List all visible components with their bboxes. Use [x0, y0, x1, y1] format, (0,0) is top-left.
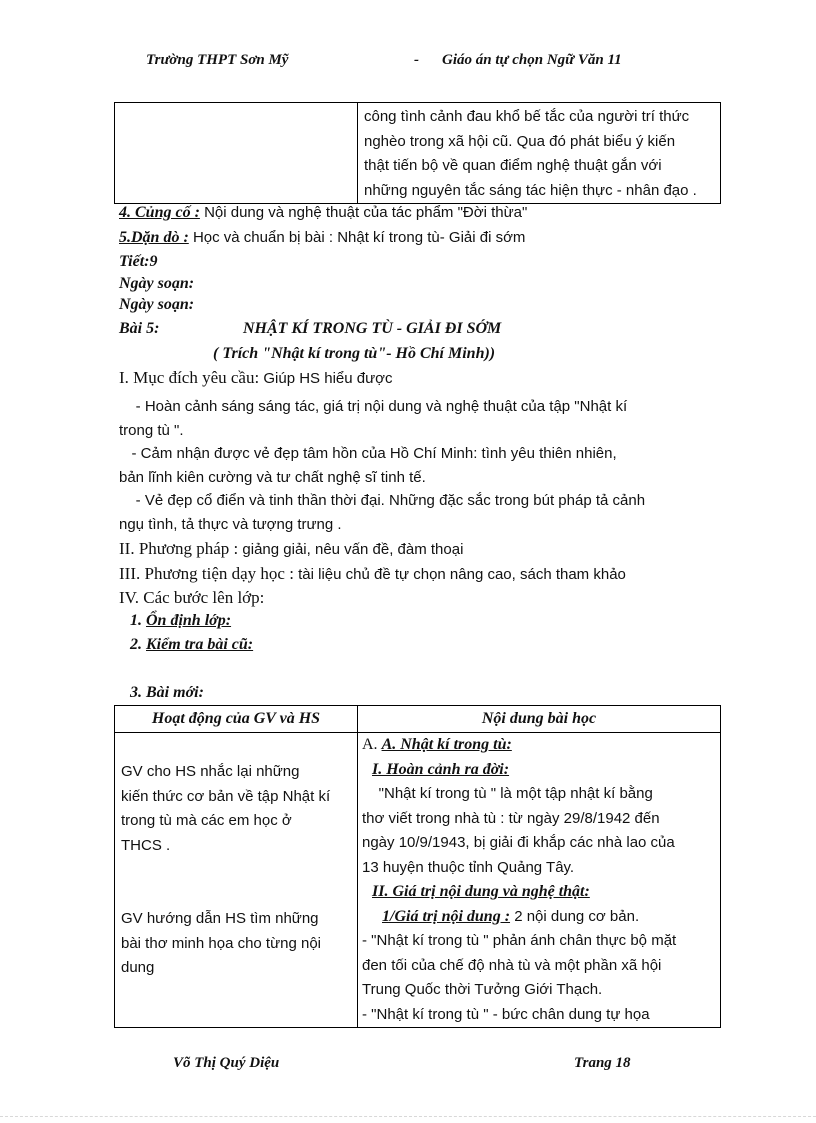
sec4: IV. Các bước lên lớp: — [119, 588, 265, 607]
para-3 — [119, 489, 645, 537]
lesson-title: NHẬT KÍ TRONG TÙ - GIẢI ĐI SỚM — [243, 320, 502, 337]
content-line: - "Nhật kí trong tù " - bức chân dung tự họa — [362, 1005, 650, 1023]
heading-ii-1: 1/Giá trị nội dung : 2 nội dung cơ bản. — [382, 907, 640, 925]
top-table-line: công tình cảnh đau khổ bế tắc của người trí thức — [364, 108, 690, 125]
lesson-subtitle: ( Trích "Nhật kí trong tù"- Hồ Chí Minh)) — [213, 345, 496, 362]
step-3: 3. Bài mới: — [130, 684, 204, 701]
page-bottom-rule — [0, 1116, 816, 1117]
sec1-line — [119, 368, 392, 388]
sec3-text: tài liệu chủ đề tự chọn nâng cao, sách tham khảo — [293, 566, 626, 583]
top-table-right-cell — [358, 103, 721, 204]
heading-i: I. Hoàn cảnh ra đời: — [372, 760, 510, 778]
activity-cell — [115, 733, 358, 1028]
top-table-line: nghèo trong xã hội cũ. Qua đó phát biểu ý kiến — [364, 132, 676, 150]
step-2-num: 2. — [130, 636, 146, 653]
content-line: đen tối của chế độ nhà tù và một phần xã hội — [362, 956, 662, 974]
sec2-label: II. Phương pháp : — [119, 539, 239, 558]
step-1 — [130, 612, 231, 630]
sec1-text: Giúp HS hiểu được — [259, 370, 393, 387]
content-line: "Nhật kí trong tù " là một tập nhật kí bằng — [362, 785, 653, 802]
para-3-line: ngụ tình, tả thực và tượng trưng . — [119, 516, 342, 533]
col-header-content: Nội dung bài học — [358, 706, 721, 733]
step-2 — [130, 636, 253, 654]
col-header-activity: Hoạt động của GV và HS — [115, 706, 358, 733]
content-line: 13 huyện thuộc tỉnh Quảng Tây. — [362, 858, 575, 876]
dan-do-label: 5.Dặn dò : — [119, 229, 189, 246]
para-3-line: - Vẻ đẹp cổ điển và tinh thần thời đại. Những đặc sắc trong bút pháp tả cảnh — [119, 492, 646, 509]
heading-ii: II. Giá trị nội dung và nghệ thật: — [372, 883, 590, 900]
sec2-line — [119, 539, 463, 559]
para-1-line: trong tù ". — [119, 422, 184, 439]
tiet: Tiết:9 — [119, 253, 158, 270]
sec2-text: giảng giải, nêu vấn đề, đàm thoại — [238, 541, 464, 558]
content-cell — [358, 733, 721, 1028]
cung-co-text: Nội dung và nghệ thuật của tác phẩm "Đời thừa" — [199, 204, 528, 221]
activity-line: trong tù mà các em học ở — [121, 812, 292, 829]
activity-line: kiến thức cơ bản về tập Nhật kí — [121, 787, 331, 805]
para-1 — [119, 395, 627, 443]
ngay-soan-2: Ngày soạn: — [119, 296, 195, 313]
footer-page: Trang 18 — [574, 1055, 631, 1071]
top-table — [114, 102, 721, 204]
ngay-soan-1: Ngày soạn: — [119, 275, 195, 292]
content-line: - "Nhật kí trong tù " phản ánh chân thực bộ mặt — [362, 932, 677, 949]
dan-do-line — [119, 229, 525, 247]
para-2 — [119, 442, 617, 490]
heading-a: A. A. Nhật kí trong tù: — [362, 736, 512, 753]
para-2-line: bản lĩnh kiên cường và tư chất nghệ sĩ tinh tế. — [119, 469, 426, 486]
para-2-line: - Cảm nhận được vẻ đẹp tâm hồn của Hồ Chí Minh: tình yêu thiên nhiên, — [119, 445, 617, 462]
sec1-label: I. Mục đích yêu cầu: — [119, 368, 260, 387]
step-1-text: Ổn định lớp: — [146, 612, 232, 629]
lesson-number: Bài 5: — [119, 320, 160, 337]
cung-co-label: 4. Củng cố : — [119, 204, 200, 221]
header-school: Trường THPT Sơn Mỹ — [146, 52, 289, 68]
activity-line: GV cho HS nhắc lại những — [121, 763, 300, 780]
header-subject: Giáo án tự chọn Ngữ Văn 11 — [442, 52, 622, 68]
top-table-line: những nguyên tắc sáng tác hiện thực - nhân đạo . — [364, 181, 697, 199]
step-1-num: 1. — [130, 612, 146, 629]
top-table-left-cell — [115, 103, 358, 204]
content-line: Trung Quốc thời Tưởng Giới Thạch. — [362, 981, 603, 998]
lesson-table — [114, 705, 721, 1028]
activity-line: GV hướng dẫn HS tìm những — [121, 910, 319, 927]
content-line: thơ viết trong nhà tù : từ ngày 29/8/1942 đến — [362, 809, 660, 827]
top-table-line: thật tiến bộ về quan điểm nghệ thuật gắn với — [364, 157, 662, 174]
step-2-text: Kiểm tra bài cũ: — [146, 636, 254, 653]
activity-block-1 — [121, 733, 357, 858]
para-1-line: - Hoàn cảnh sáng sáng tác, giá trị nội dung và nghệ thuật của tập "Nhật kí — [119, 398, 628, 415]
activity-line: dung — [121, 959, 155, 976]
sec3-label: III. Phương tiện dạy học : — [119, 564, 294, 583]
header-dash: - — [414, 52, 419, 68]
activity-line: THCS . — [121, 836, 171, 854]
footer-author: Võ Thị Quý Diệu — [173, 1055, 280, 1071]
cung-co-line — [119, 204, 527, 222]
sec3-line — [119, 564, 626, 584]
activity-block-2 — [121, 858, 357, 981]
activity-line: bài thơ minh họa cho từng nội — [121, 934, 322, 952]
dan-do-text: Học và chuẩn bị bài : Nhật kí trong tù- Giải đi sớm — [188, 229, 526, 246]
content-line: ngày 10/9/1943, bị giải đi khắp các nhà lao của — [362, 834, 675, 851]
